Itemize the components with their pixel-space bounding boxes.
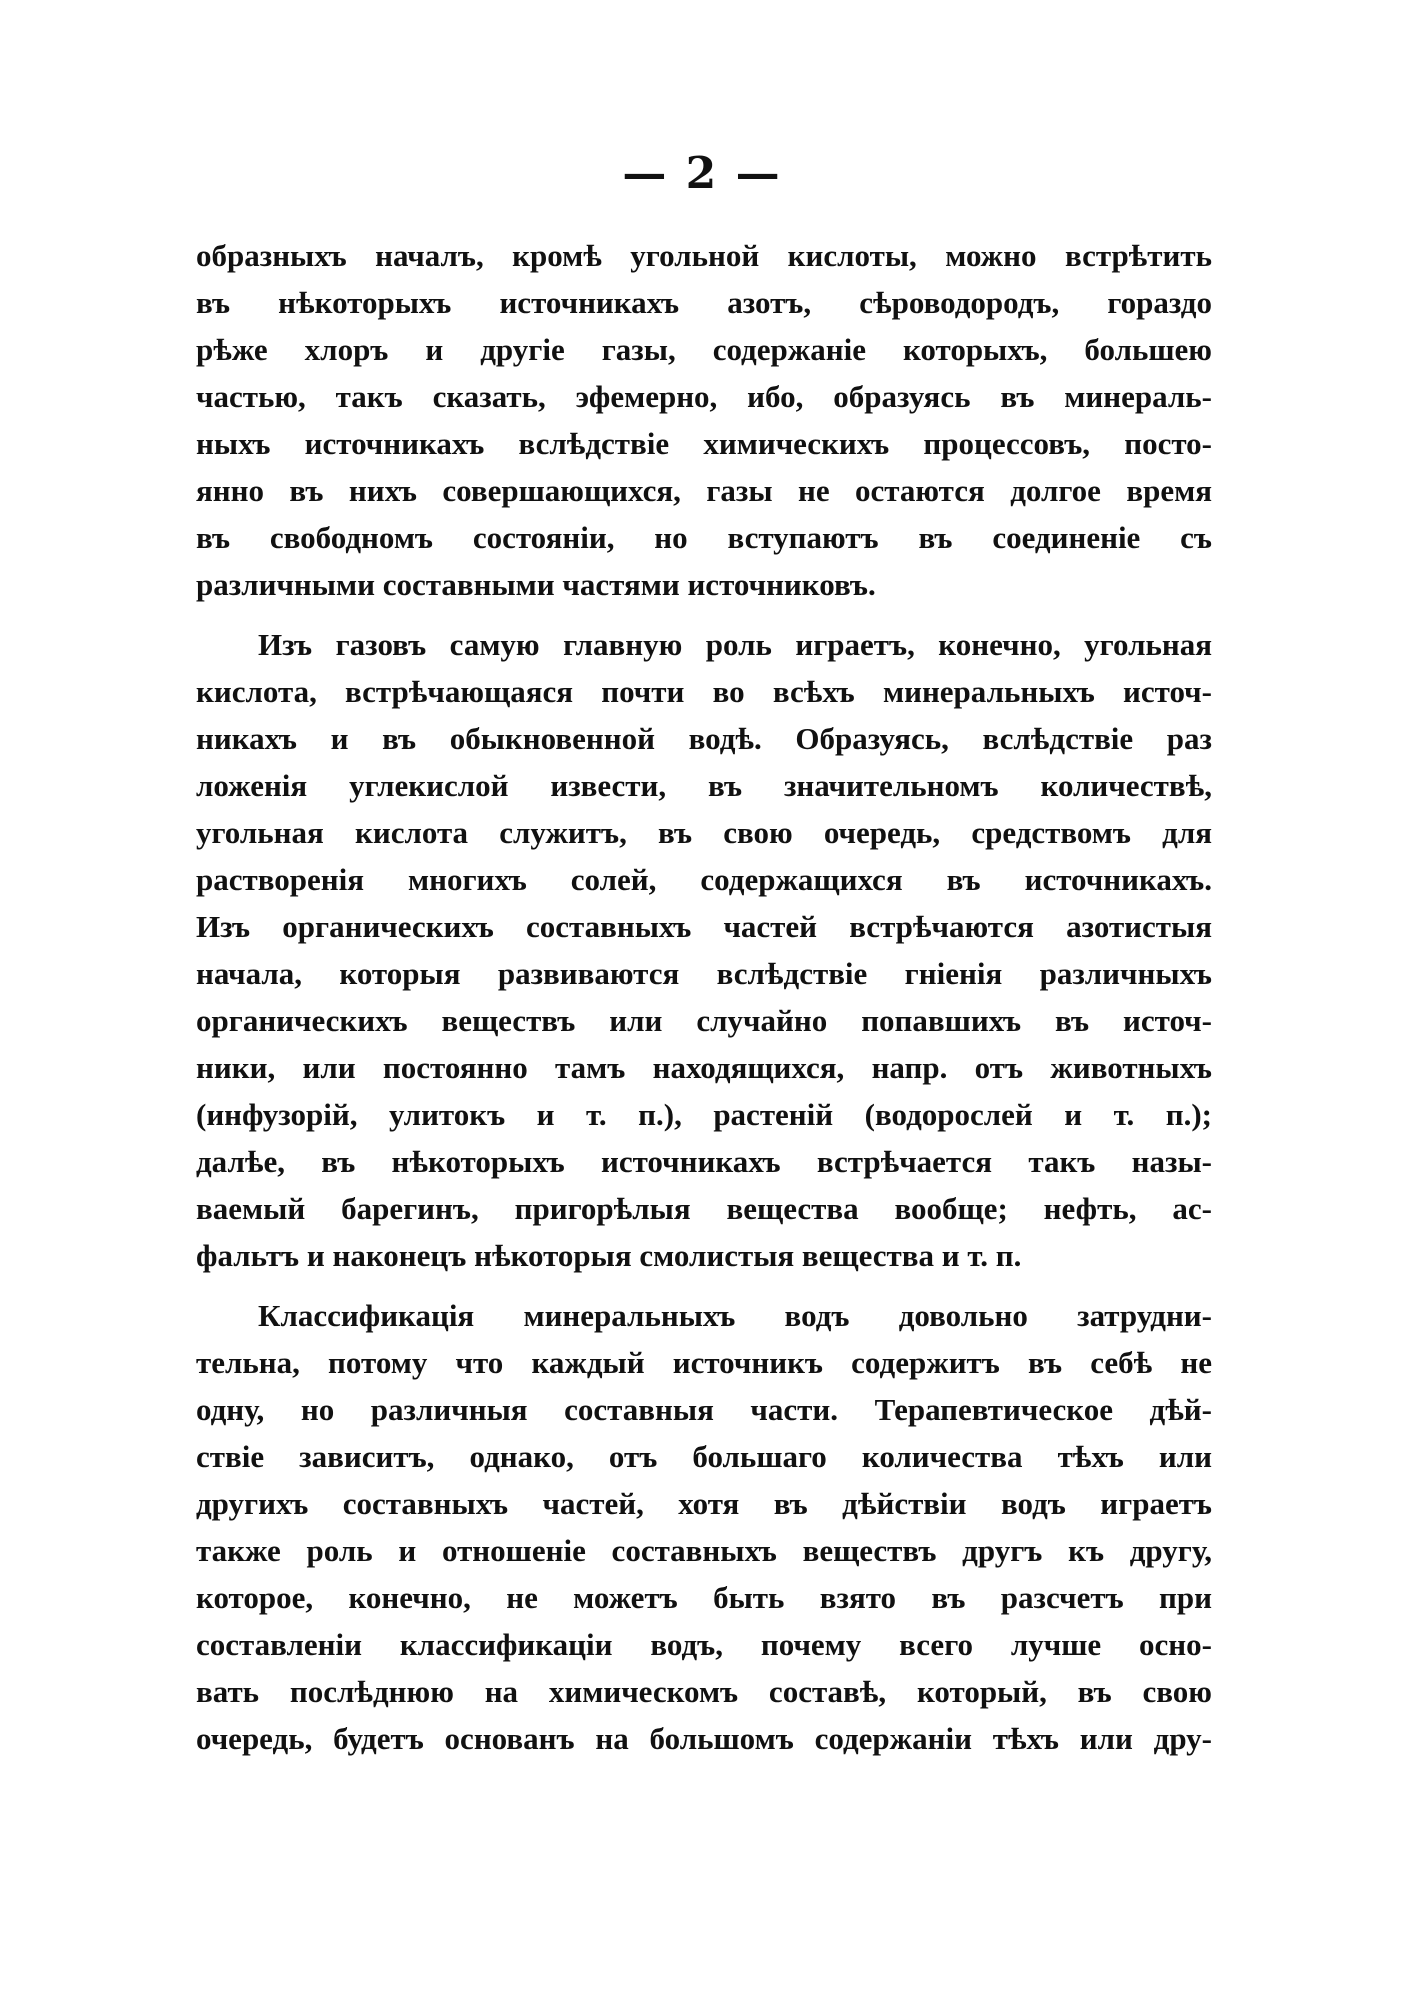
text-line: одну, но различныя составныя части. Терапевтическое дѣй- bbox=[196, 1392, 1212, 1427]
text-line: тельна, потому что каждый источникъ содержитъ въ себѣ не bbox=[196, 1345, 1212, 1380]
text-line: въ нѣкоторыхъ источникахъ азотъ, сѣроводородъ, гораздо bbox=[196, 285, 1212, 320]
text-line: частью, такъ сказать, эфемерно, ибо, образуясь въ минераль- bbox=[196, 379, 1212, 414]
text-line: фальтъ и наконецъ нѣкоторыя смолистыя вещества и т. п. bbox=[196, 1238, 1022, 1273]
text-line: далѣе, въ нѣкоторыхъ источникахъ встрѣчается такъ назы- bbox=[196, 1144, 1212, 1179]
text-line: въ свободномъ состояніи, но вступаютъ въ соединеніе съ bbox=[196, 520, 1212, 555]
paragraph-3 bbox=[196, 1292, 1212, 1762]
text-line: ваемый барегинъ, пригорѣлыя вещества вообще; нефть, ас- bbox=[196, 1191, 1212, 1226]
text-line: органическихъ веществъ или случайно попавшихъ въ источ- bbox=[196, 1003, 1212, 1038]
text-line: рѣже хлоръ и другіе газы, содержаніе которыхъ, большею bbox=[196, 332, 1212, 367]
text-line: угольная кислота служитъ, въ свою очередь, средствомъ для bbox=[196, 815, 1212, 850]
text-line: очередь, будетъ основанъ на большомъ содержаніи тѣхъ или дру- bbox=[196, 1721, 1212, 1756]
page-number: — 2 — bbox=[622, 148, 782, 199]
text-line: образныхъ началъ, кромѣ угольной кислоты, можно встрѣтить bbox=[196, 238, 1212, 273]
text-line: которое, конечно, не можетъ быть взято въ разсчетъ при bbox=[196, 1580, 1212, 1615]
text-line: также роль и отношеніе составныхъ веществъ другъ къ другу, bbox=[196, 1533, 1212, 1568]
text-line: Изъ органическихъ составныхъ частей встрѣчаются азотистыя bbox=[196, 909, 1212, 944]
body-text bbox=[196, 232, 1212, 1762]
text-line: другихъ составныхъ частей, хотя въ дѣйствіи водъ играетъ bbox=[196, 1486, 1212, 1521]
text-line: растворенія многихъ солей, содержащихся въ источникахъ. bbox=[196, 862, 1212, 897]
text-line: Изъ газовъ самую главную роль играетъ, конечно, угольная bbox=[258, 627, 1212, 662]
text-line: ники, или постоянно тамъ находящихся, напр. отъ животныхъ bbox=[196, 1050, 1212, 1085]
text-line: вать послѣднюю на химическомъ составѣ, который, въ свою bbox=[196, 1674, 1212, 1709]
text-line: янно въ нихъ совершающихся, газы не остаются долгое время bbox=[196, 473, 1212, 508]
text-line: кислота, встрѣчающаяся почти во всѣхъ минеральныхъ источ- bbox=[196, 674, 1212, 709]
text-line: различными составными частями источниковъ. bbox=[196, 567, 876, 602]
text-line: Классификація минеральныхъ водъ довольно затрудни- bbox=[258, 1298, 1212, 1333]
text-line: (инфузорій, улитокъ и т. п.), растеній (водорослей и т. п.); bbox=[196, 1097, 1212, 1132]
text-line: ствіе зависитъ, однако, отъ большаго количества тѣхъ или bbox=[196, 1439, 1212, 1474]
text-line: ныхъ источникахъ вслѣдствіе химическихъ процессовъ, посто- bbox=[196, 426, 1212, 461]
text-line: ложенія углекислой извести, въ значительномъ количествѣ, bbox=[196, 768, 1212, 803]
text-line: составленіи классификаціи водъ, почему всего лучше осно- bbox=[196, 1627, 1212, 1662]
text-line: начала, которыя развиваются вслѣдствіе гніенія различныхъ bbox=[196, 956, 1212, 991]
paragraph-1 bbox=[196, 232, 1212, 608]
paragraph-2 bbox=[196, 621, 1212, 1279]
text-line: никахъ и въ обыкновенной водѣ. Образуясь, вслѣдствіе раз bbox=[196, 721, 1212, 756]
